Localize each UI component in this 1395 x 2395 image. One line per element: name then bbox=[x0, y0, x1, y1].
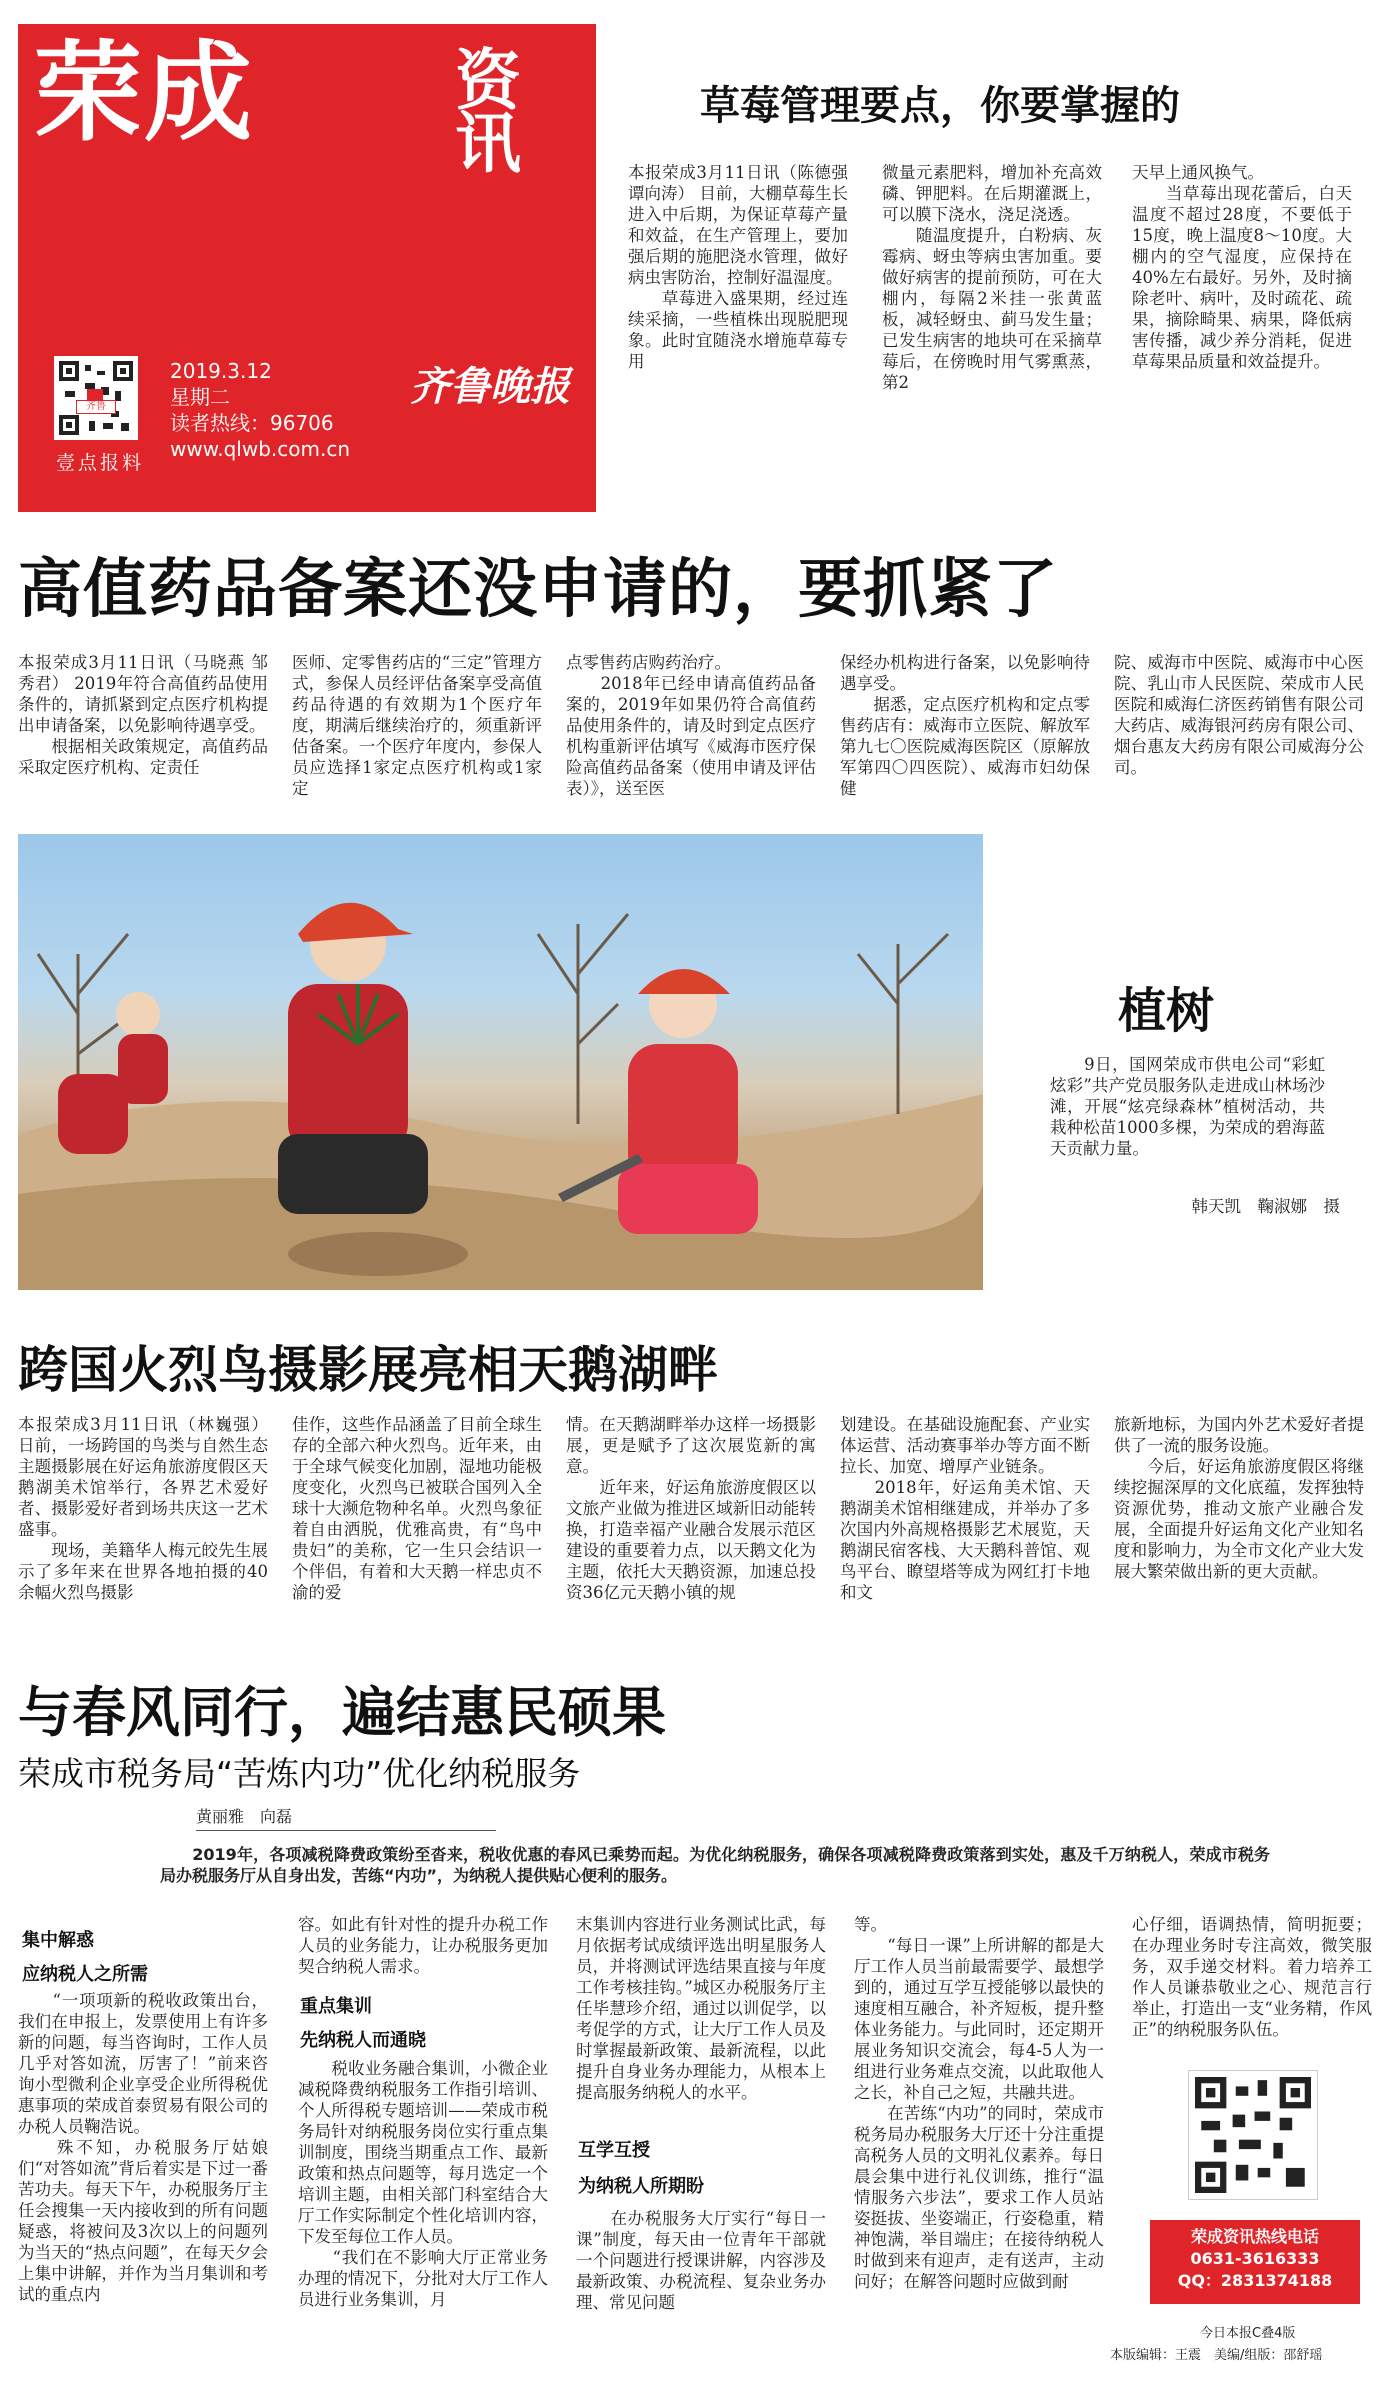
masthead-subtitle: 资讯 bbox=[455, 42, 521, 182]
drugs-col-3: 点零售药店购药治疗。 2018年已经申请高值药品备案的，2019年如果仍符合高值药品使用条件的，请及时到定点医疗机构重新评估填写《威海市医疗保险高值药品备案（使用申请及评估表）》，送至医 bbox=[566, 653, 816, 798]
issue-weekday: 星期二 bbox=[170, 385, 230, 409]
tax-section-2-subtitle: 先纳税人而通晓 bbox=[300, 2030, 426, 2051]
birds-col-3: 情。在天鹅湖畔举办这样一场摄影展，更是赋予了这次展览新的寓意。 近年来，好运角旅游度假区以文旅产业做为推进区域新旧动能转换，打造幸福产业融合发展示范区建设的重要着力点，以天鹅文化为主题，依托大天鹅资源，加速总投资36亿元天鹅小镇的规 bbox=[566, 1415, 816, 1602]
strawberry-col-1: 本报荣成3月11日讯（陈德强 谭向涛） 目前，大棚草莓生长进入中后期，为保证草莓产量和效益，在生产管理上，要加强后期的施肥浇水管理，做好病虫害防治，控制好温湿度。 草莓进入盛果期，经过连续采摘，一些植株出现脱肥现象。此时宜随浇水增施草莓专用 bbox=[628, 163, 848, 371]
qr-logo: 齐鲁 bbox=[76, 400, 116, 414]
masthead-title: 荣成 bbox=[34, 31, 255, 156]
strawberry-col-3: 天早上通风换气。 当草莓出现花蕾后，白天温度不超过28度，不要低于15度，晚上温度8～10度。大棚内的空气湿度，应保持在40%左右最好。另外，及时摘除老叶、病叶，及时疏花、疏果，摘除畸果、病果，降低病害传播，减少养分消耗，促进草莓果品质量和效益提升。 bbox=[1132, 163, 1352, 371]
hotline-title: 荣成资讯热线电话 bbox=[1190, 2227, 1319, 2246]
tax-section-1-title: 集中解惑 bbox=[22, 1930, 94, 1951]
strawberry-col-2: 微量元素肥料，增加补充高效磷、钾肥料。在后期灌溉上，可以膜下浇水，浇足浇透。 随温度提升，白粉病、灰霉病、蚜虫等病虫害加重。要做好病害的提前预防，可在大棚内，每隔2米挂一张黄蓝板，减轻蚜虫、蓟马发生量；已发生病害的地块可在采摘草莓后，在傍晚时用气雾熏蒸，第2 bbox=[882, 163, 1102, 392]
tax-col-2b: 税收业务融合集训，小微企业减税降费纳税服务工作指引培训、个人所得税专题培训——荣成市税务局针对纳税服务岗位实行重点集训制度，围绕当期重点工作、最新政策和热点问题等，每月选定一个培训主题，由相关部门科室结合大厅工作实际制定个性化培训内容，下发至每位工作人员。 “我们在不影响大厅正常业务办理的情况下，分批对大厅工作人员进行业务集训，月 bbox=[298, 2059, 548, 2309]
reader-hotline: 读者热线：96706 bbox=[170, 411, 334, 435]
tree-credit: 韩天凯 鞠淑娜 摄 bbox=[1191, 1197, 1340, 1216]
footer-editors: 本版编辑：王震 美编/组版：邵舒瑶 bbox=[1110, 2348, 1323, 2363]
tax-section-2-title: 重点集训 bbox=[300, 1996, 372, 2017]
drugs-col-5: 院、威海市中医院、威海市中心医院、乳山市人民医院、荣成市人民医院和威海仁济医药销售有限公司大药店、威海银河药房有限公司、烟台惠友大药房有限公司威海分公司。 bbox=[1114, 653, 1364, 777]
tree-planting-photo bbox=[18, 834, 983, 1290]
hotline-phone[interactable]: 0631-3616333 bbox=[1190, 2249, 1320, 2268]
tax-lead: 2019年，各项减税降费政策纷至沓来，税收优惠的春风已乘势而起。为优化纳税服务，确保各项减税降费政策落到实处，惠及千万纳税人，荣成市税务局办税服务厅从自身出发，苦练“内功”，为纳税人提供贴心便利的服务。 bbox=[160, 1845, 1270, 1885]
birds-col-5: 旅新地标，为国内外艺术爱好者提供了一流的服务设施。 今后，好运角旅游度假区将继续挖掘深厚的文化底蕴，发挥独特资源优势，推动文旅产业融合发展，全面提升好运角文化产业知名度和影响力，为全市文化产业大发展大繁荣做出新的更大贡献。 bbox=[1114, 1415, 1364, 1581]
hotline-box bbox=[1150, 2220, 1360, 2304]
tax-col-4: 等。 “每日一课”上所讲解的都是大厅工作人员当前最需要学、最想学到的，通过互学互授能够以最快的速度相互融合，补齐短板，提升整体业务能力。与此同时，还定期开展业务知识交流会，每4-5人为一组进行业务难点交流，以此取他人之长，补自己之短，共融共进。 在苦练“内功”的同时，荣成市税务局办税服务大厅还十分注重提高税务人员的文明礼仪素养。每日晨会集中进行礼仪训练，推行“温情服务六步法”，要求工作人员站姿挺拔、坐姿端正，行姿稳重，精神饱满，举目端庄；在接待纳税人时做到来有迎声，走有送声，主动问好；在解答问题时应做到耐 bbox=[854, 1915, 1104, 2291]
tree-caption: 9日，国网荣成市供电公司“彩虹炫彩”共产党员服务队走进成山林场沙滩，开展“炫亮绿森林”植树活动，共栽种松苗1000多棵，为荣成的碧海蓝天贡献力量。 bbox=[1050, 1055, 1325, 1158]
drugs-col-1: 本报荣成3月11日讯（马晓燕 邹秀君） 2019年符合高值药品使用条件的，请抓紧到定点医疗机构提出申请备案，以免影响待遇享受。 根据相关政策规定，高值药品采取定医疗机构、定责任 bbox=[18, 653, 268, 777]
tax-byline: 黄丽雅 向磊 bbox=[196, 1807, 293, 1826]
strawberry-headline: 草莓管理要点，你要掌握的 bbox=[700, 83, 1180, 129]
qr-code-icon bbox=[59, 361, 133, 435]
tax-section-3-title: 互学互授 bbox=[578, 2140, 650, 2161]
qr-code[interactable] bbox=[54, 356, 138, 440]
tax-col-3b: 在办税服务大厅实行“每日一课”制度，每天由一位青年干部就一个问题进行授课讲解，内容涉及最新政策、办税流程、复杂业务办理、常见问题 bbox=[576, 2209, 826, 2312]
paper-logo: 齐鲁晚报 bbox=[410, 363, 570, 410]
website[interactable]: www.qlwb.com.cn bbox=[170, 437, 350, 461]
tax-col-2a: 容。如此有针对性的提升办税工作人员的业务能力，让办税服务更加契合纳税人需求。 bbox=[298, 1915, 548, 1976]
birds-col-1: 本报荣成3月11日讯（林巍强） 日前，一场跨国的鸟类与自然生态主题摄影展在好运角旅游度假区天鹅湖美术馆举行，各界艺术爱好者、摄影爱好者到场共庆这一艺术盛事。 现场，美籍华人梅元皎先生展示了多年来在世界各地拍摄的40余幅火烈鸟摄影 bbox=[18, 1415, 268, 1602]
drugs-headline: 高值药品备案还没申请的，要抓紧了 bbox=[18, 553, 1058, 627]
tax-col-3a: 末集训内容进行业务测试比武，每月依据考试成绩评选出明星服务人员，并将测试评选结果直接与年度工作考核挂钩。”城区办税服务厅主任毕慧珍介绍，通过以训促学，以考促学的方式，让大厅工作人员及时掌握最新政策、最新流程，以此提升自身业务办理能力，从根本上提高服务纳税人的水平。 bbox=[576, 1915, 826, 2102]
birds-col-2: 佳作，这些作品涵盖了目前全球生存的全部六种火烈鸟。近年来，由于全球气候变化加剧，湿地功能极度变化，火烈鸟已被联合国列入全球十大濒危物种名单。火烈鸟象征着自由洒脱，优雅高贵，有“鸟中贵妇”的美称，它一生只会结识一个伴侣，有着和大天鹅一样忠贞不渝的爱 bbox=[292, 1415, 542, 1602]
byline-rule bbox=[196, 1830, 496, 1831]
hotline-qr-icon bbox=[1195, 2077, 1311, 2193]
issue-date: 2019.3.12 bbox=[170, 359, 272, 383]
tax-section-3-subtitle: 为纳税人所期盼 bbox=[578, 2176, 704, 2197]
qr-caption: 壹点报料 bbox=[56, 452, 145, 474]
tax-subheadline: 荣成市税务局“苦炼内功”优化纳税服务 bbox=[18, 1754, 581, 1793]
tax-headline: 与春风同行，遍结惠民硕果 bbox=[18, 1681, 666, 1744]
drugs-col-2: 医师、定零售药店的“三定”管理方式，参保人员经评估备案享受高值药品待遇的有效期为1个医疗年度，期满后继续治疗的，须重新评估备案。一个医疗年度内，参保人员应选择1家定点医疗机构或1家定 bbox=[292, 653, 542, 798]
birds-headline: 跨国火烈鸟摄影展亮相天鹅湖畔 bbox=[18, 1341, 718, 1399]
birds-col-4: 划建设。在基础设施配套、产业实体运营、活动赛事举办等方面不断拉长、加宽、增厚产业链条。 2018年，好运角美术馆、天鹅湖美术馆相继建成，并举办了多次国内外高规格摄影艺术展览，天鹅湖民宿客栈、大天鹅科普馆、观鸟平台、瞭望塔等成为网红打卡地和文 bbox=[840, 1415, 1090, 1602]
hotline-qq[interactable]: QQ：2831374188 bbox=[1177, 2271, 1333, 2290]
footer-page-ref: 今日本报C叠4版 bbox=[1200, 2326, 1296, 2341]
tax-col-5: 心仔细，语调热情，简明扼要；在办理业务时专注高效，微笑服务，双手递交材料。着力培养工作人员谦恭敬业之心、规范言行举止，打造出一支“业务精，作风正”的纳税服务队伍。 bbox=[1132, 1915, 1372, 2039]
tax-col-1: “一项项新的税收政策出台，我们在申报上，发票使用上有许多新的问题，每当咨询时，工作人员几乎对答如流，厉害了！”前来咨询小型微利企业享受企业所得税优惠事项的荣成首泰贸易有限公司的办税人员鞠浩说。 殊不知，办税服务厅姑娘们“对答如流”背后着实是下过一番苦功夫。每天下午，办税服务厅主任会搜集一天内接收到的所有问题疑惑，将被问及3次以上的问题列为当天的“热点问题”，在每天夕会上集中讲解，并作为当月集训和考试的重点内 bbox=[18, 1991, 268, 2304]
tree-headline: 植树 bbox=[1118, 983, 1215, 1039]
drugs-col-4: 保经办机构进行备案，以免影响待遇享受。 据悉，定点医疗机构和定点零售药店有：威海市立医院、解放军第九七〇医院威海医院区（原解放军第四〇四医院）、威海市妇幼保健 bbox=[840, 653, 1090, 798]
hotline-qr-code[interactable] bbox=[1188, 2070, 1318, 2200]
tree-planting-illustration bbox=[18, 834, 983, 1290]
tax-section-1-subtitle: 应纳税人之所需 bbox=[22, 1964, 148, 1985]
